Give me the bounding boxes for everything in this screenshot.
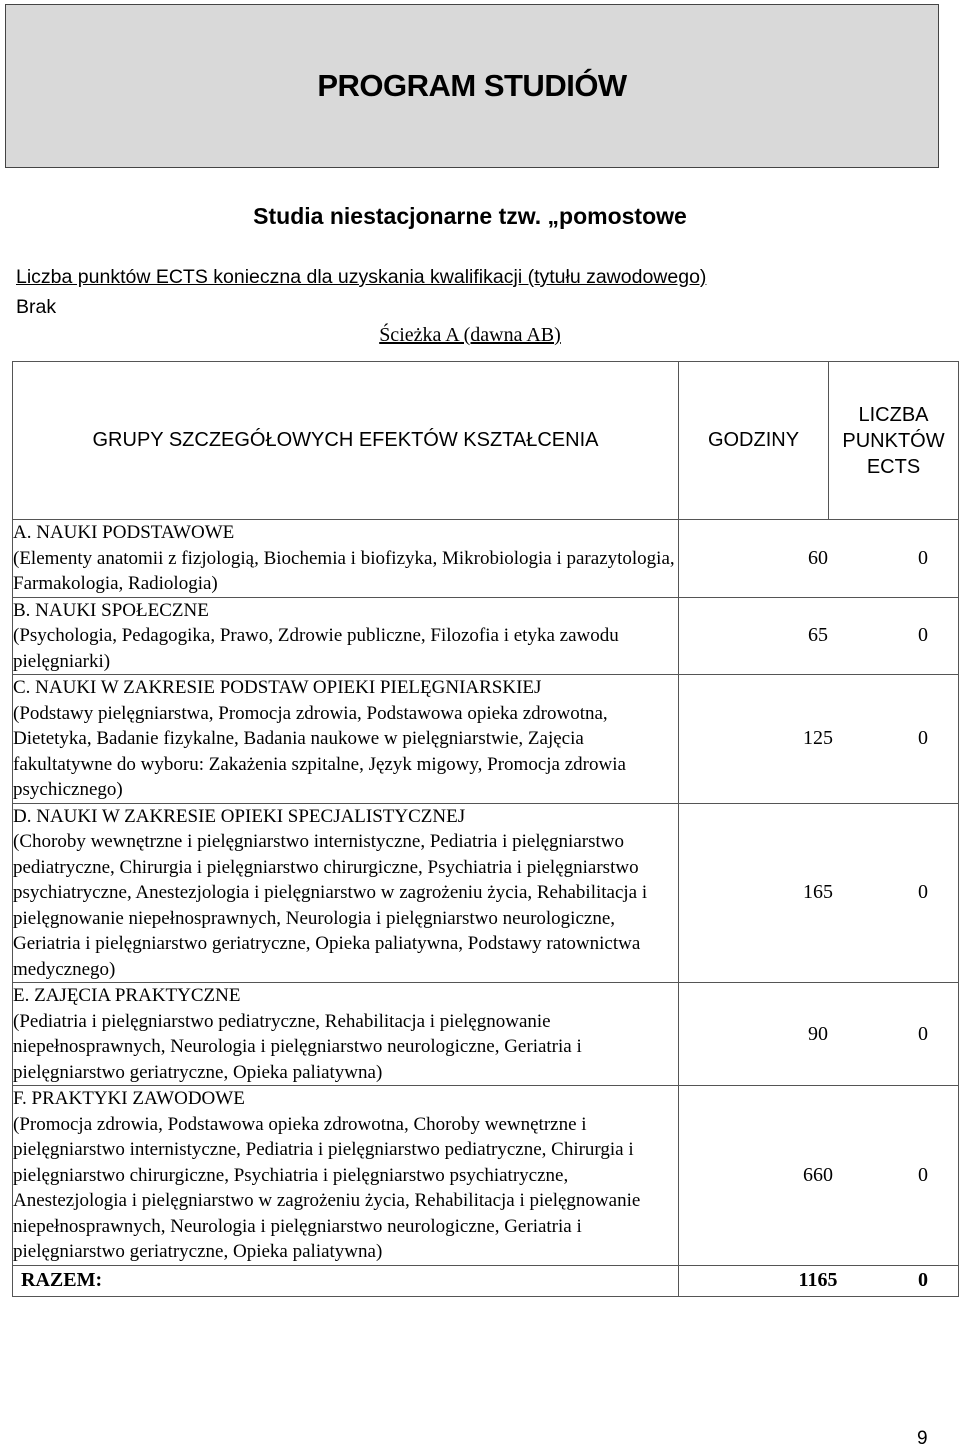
row-ects: 0 (918, 546, 928, 569)
row-values (679, 520, 959, 598)
table-row (13, 675, 959, 804)
row-description (13, 675, 679, 804)
header-ects-line1: LICZBA (858, 403, 929, 426)
table-row (13, 1086, 959, 1266)
total-row (13, 1265, 959, 1296)
row-heading: B. NAUKI SPOŁECZNE (13, 599, 209, 621)
row-details: (Choroby wewnętrzne i pielęgniarstwo internistyczne, Pediatria i pielęgniarstwo pediatryczne, Chirurgia i pielęgniarstwo chirurgiczne, Psychiatria i pielęgniarstwo psychiatryczne, Anestezjologia i pielęgniarstwo w zagrożeniu życia, Rehabilitacja i pielęgnowanie niepełnosprawnych, Neurologia i pielęgniarstwo neurologiczne, Geriatria i pielęgniarstwo geriatryczne, Opieka paliatywna, Podstawy ratownictwa medycznego) (13, 831, 648, 980)
row-ects: 0 (918, 1163, 928, 1186)
row-ects: 0 (918, 1022, 928, 1045)
row-ects: 0 (918, 624, 928, 647)
row-heading: D. NAUKI W ZAKRESIE OPIEKI SPECJALISTYCZNEJ (13, 805, 466, 827)
header-hours: GODZINY (679, 362, 829, 520)
header-ects (829, 362, 959, 520)
row-details: (Podstawy pielęgniarstwa, Promocja zdrowia, Podstawowa opieka zdrowotna, Dietetyka, Badanie fizykalne, Badania naukowe w pielęgniarstwie, Zajęcia fakultatywne do wyboru: Zakażenia szpitalne, Język migowy, Promocja zdrowia psychicznego) (13, 702, 626, 800)
row-heading: E. ZAJĘCIA PRAKTYCZNE (13, 985, 241, 1006)
page-number: 9 (917, 1428, 928, 1449)
ects-requirement-label: Liczba punktów ECTS konieczna dla uzyskania kwalifikacji (tytułu zawodowego) (16, 266, 707, 288)
row-heading: A. NAUKI PODSTAWOWE (13, 522, 235, 543)
table-row (13, 520, 959, 598)
subtitle: Studia niestacjonarne tzw. „pomostowe (253, 203, 687, 229)
table-row (13, 803, 959, 983)
row-description (13, 803, 679, 983)
table-row (13, 597, 959, 675)
row-heading: F. PRAKTYKI ZAWODOWE (13, 1088, 245, 1109)
row-heading: C. NAUKI W ZAKRESIE PODSTAW OPIEKI PIELĘGNIARSKIEJ (13, 677, 542, 698)
row-values (679, 983, 959, 1086)
row-details: (Promocja zdrowia, Podstawowa opieka zdrowotna, Choroby wewnętrzne i pielęgniarstwo internistyczne, Pediatria i pielęgniarstwo pediatryczne, Chirurgia i pielęgniarstwo chirurgiczne, Psychiatria i pielęgniarstwo psychiatryczne, Anestezjologia i pielęgniarstwo w zagrożeniu życia, Rehabilitacja i pielęgnowanie niepełnosprawnych, Neurologia i pielęgniarstwo neurologiczne, Geriatria i pielęgniarstwo geriatryczne, Opieka paliatywna) (13, 1113, 641, 1262)
total-label: RAZEM: (13, 1265, 679, 1296)
row-hours: 65 (808, 624, 828, 647)
row-description (13, 597, 679, 675)
table-header-row (13, 362, 959, 520)
row-details: (Elementy anatomii z fizjologią, Biochemia i biofizyka, Mikrobiologia i parazytologia, Farmakologia, Radiologia) (13, 547, 675, 594)
row-description (13, 983, 679, 1086)
row-values (679, 597, 959, 675)
row-hours: 125 (803, 727, 833, 750)
row-description (13, 1086, 679, 1266)
title-box (5, 4, 939, 168)
row-details: (Psychologia, Pedagogika, Prawo, Zdrowie publiczne, Filozofia i etyka zawodu pielęgniarki) (13, 625, 619, 672)
path-label: Ścieżka A (dawna AB) (379, 324, 561, 346)
total-hours: 1165 (798, 1269, 838, 1291)
header-ects-line2: PUNKTÓW (842, 429, 945, 452)
total-values (679, 1265, 959, 1296)
row-values (679, 1086, 959, 1266)
row-hours: 660 (803, 1163, 833, 1186)
row-hours: 165 (803, 881, 833, 904)
program-table (12, 361, 959, 1297)
total-ects: 0 (918, 1269, 928, 1291)
row-hours: 90 (808, 1022, 828, 1045)
row-values (679, 675, 959, 804)
ects-requirement-value: Brak (16, 296, 57, 318)
row-ects: 0 (918, 727, 928, 750)
row-values (679, 803, 959, 983)
table-row (13, 983, 959, 1086)
row-hours: 60 (808, 546, 828, 569)
row-details: (Pediatria i pielęgniarstwo pediatryczne, Rehabilitacja i pielęgnowanie niepełnosprawnych, Neurologia i pielęgniarstwo neurologiczne, Geriatria i pielęgniarstwo geriatryczne, Opieka paliatywna) (13, 1010, 582, 1083)
header-ects-line3: ECTS (866, 455, 921, 478)
page-title: PROGRAM STUDIÓW (317, 68, 627, 103)
row-ects: 0 (918, 881, 928, 904)
row-description (13, 520, 679, 598)
header-groups: GRUPY SZCZEGÓŁOWYCH EFEKTÓW KSZTAŁCENIA (13, 362, 679, 520)
